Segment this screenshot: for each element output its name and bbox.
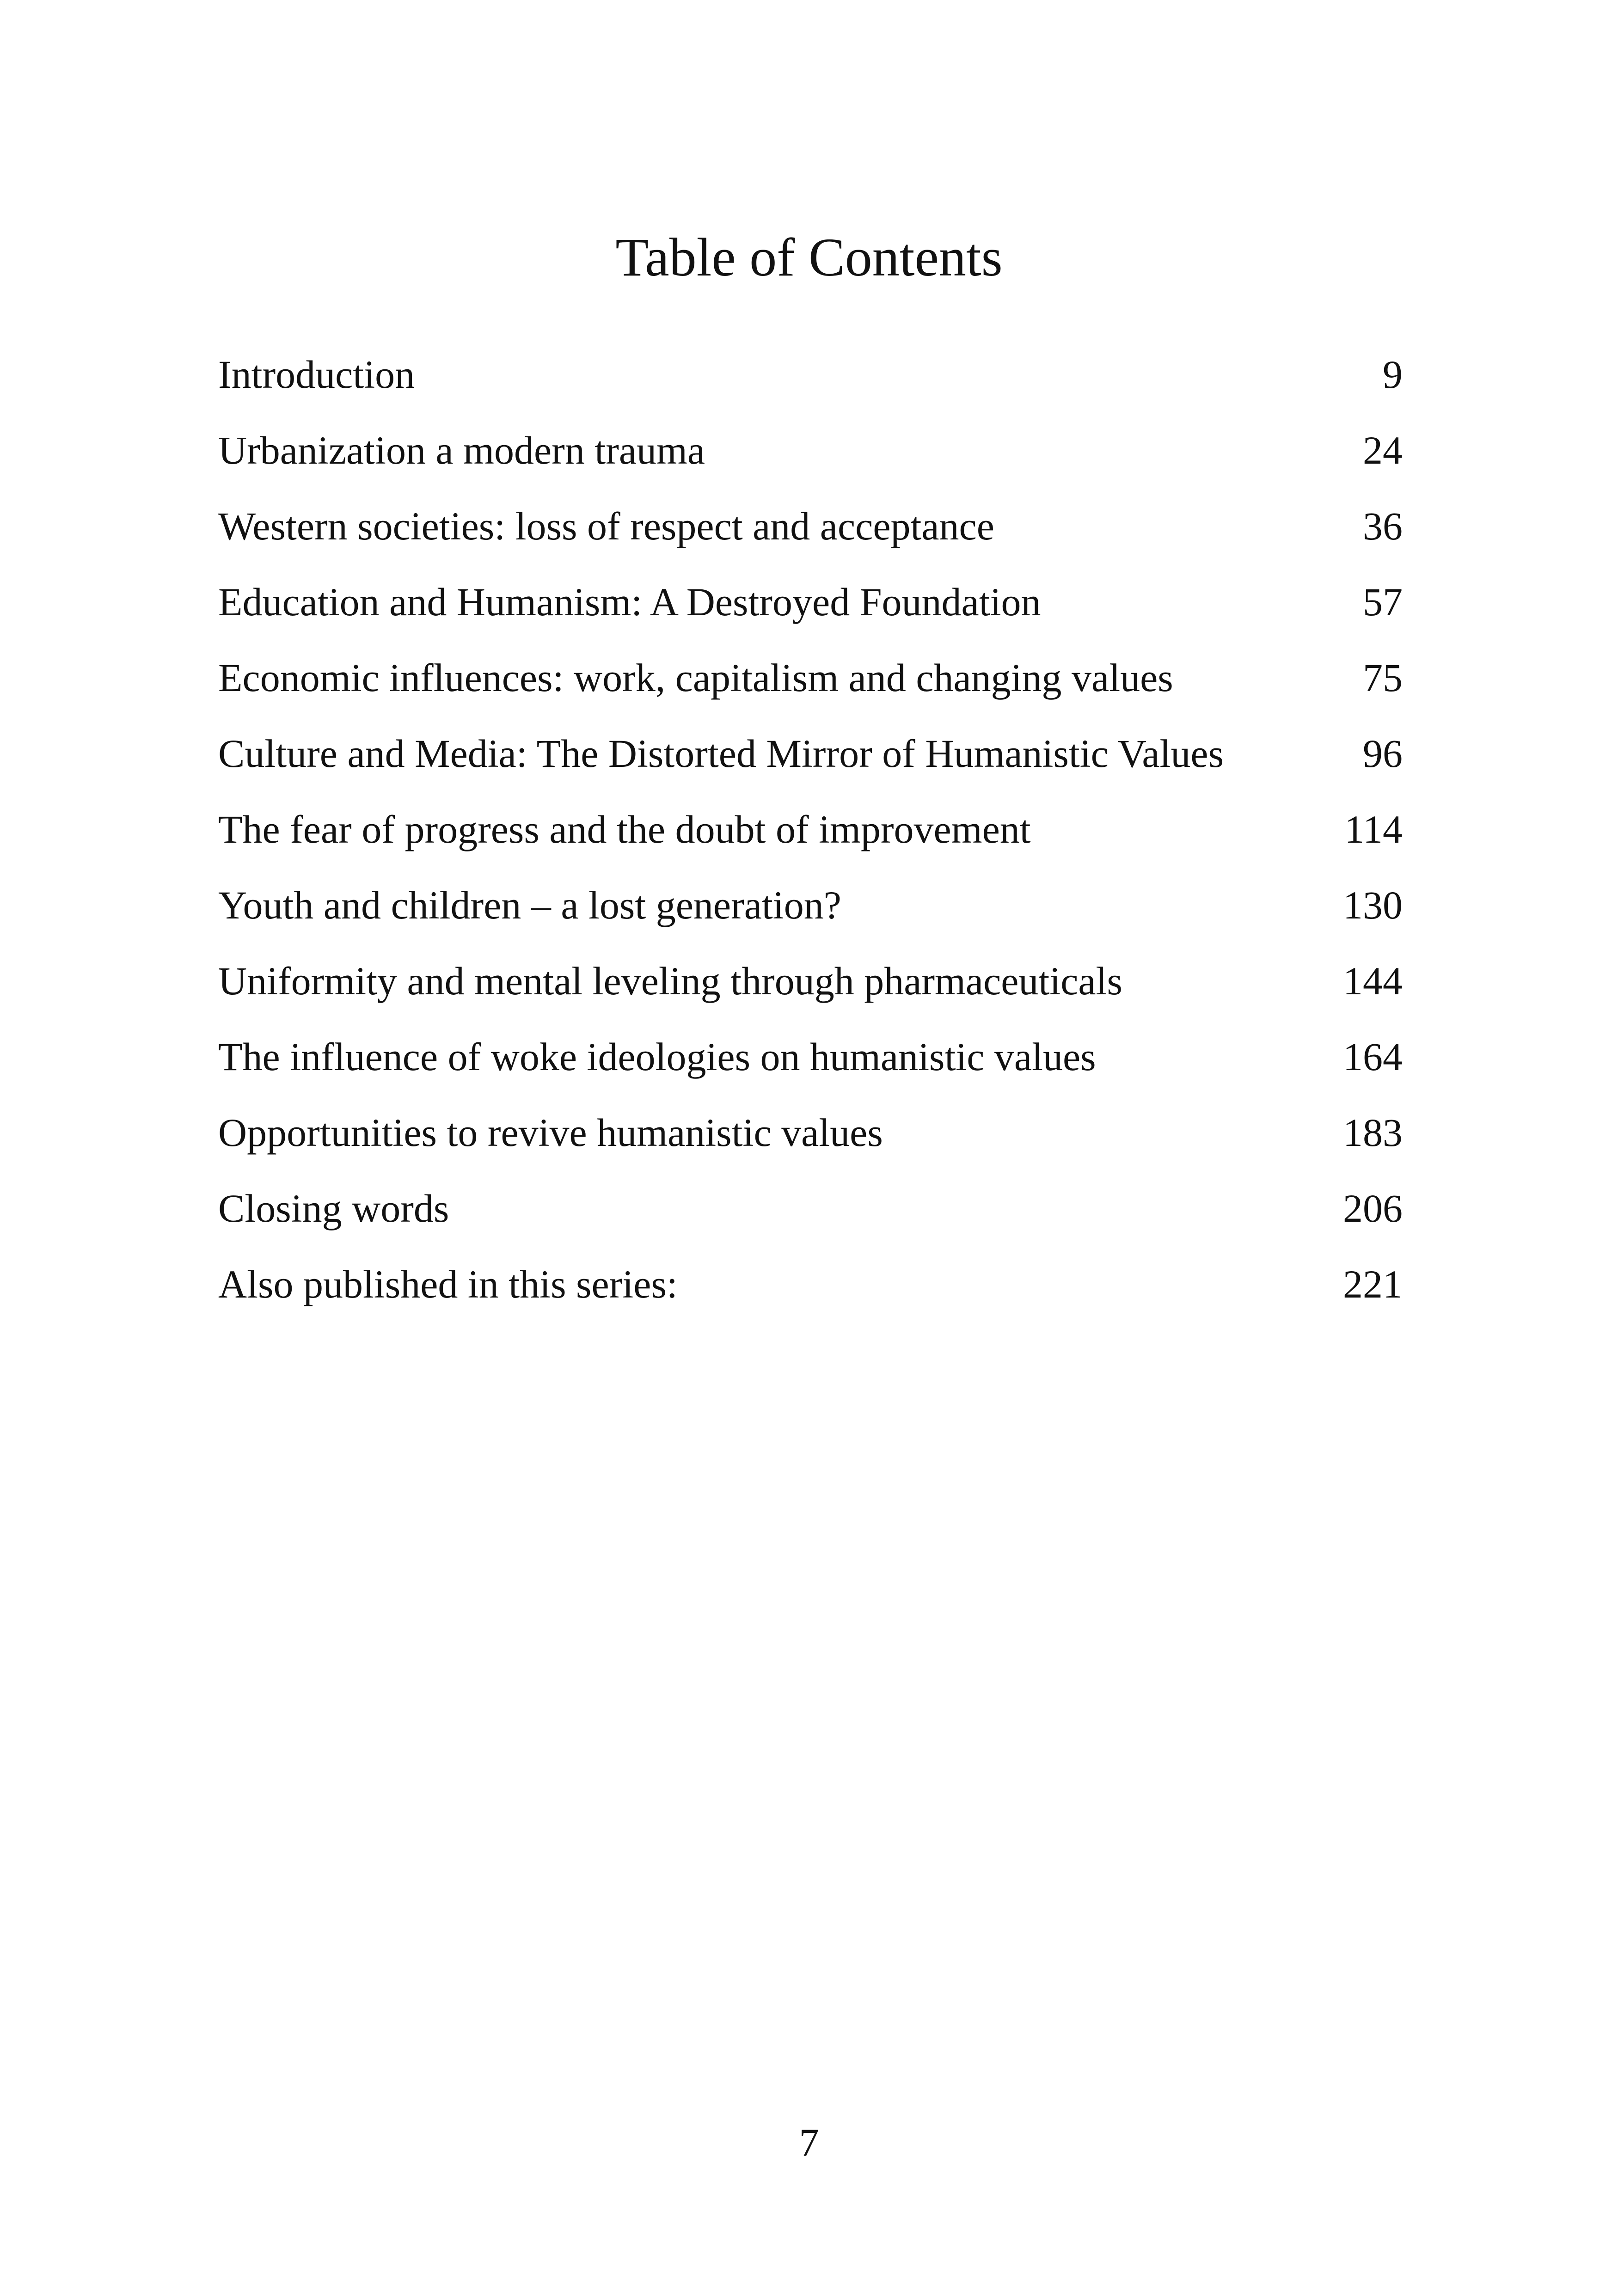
toc-entry	[218, 340, 1403, 416]
toc-entry-page: 24	[1363, 428, 1403, 472]
toc-entry-title: Western societies: loss of respect and acceptance	[218, 504, 994, 548]
toc-entry-page: 96	[1363, 731, 1403, 776]
toc-entry-title: Education and Humanism: A Destroyed Foundation	[218, 580, 1041, 624]
toc-entry-page: 36	[1363, 504, 1403, 548]
toc-entry	[218, 1249, 1403, 1325]
toc-entry	[218, 1174, 1403, 1249]
toc-heading: Table of Contents	[615, 227, 1003, 288]
toc-entry-title: The influence of woke ideologies on humanistic values	[218, 1035, 1096, 1079]
toc-entry-page: 9	[1383, 352, 1403, 397]
toc-entry-page: 206	[1343, 1186, 1403, 1231]
toc-entry-title: Also published in this series:	[218, 1262, 678, 1306]
toc-entry-title: Youth and children – a lost generation?	[218, 883, 841, 927]
toc-entry	[218, 567, 1403, 643]
toc-entry-title: Uniformity and mental leveling through pharmaceuticals	[218, 959, 1122, 1003]
toc-entry-page: 130	[1343, 883, 1403, 927]
toc-entry	[218, 1022, 1403, 1098]
toc-entry-title: The fear of progress and the doubt of improvement	[218, 807, 1031, 851]
toc-entry-title: Introduction	[218, 352, 415, 397]
toc-entry-page: 57	[1363, 580, 1403, 624]
toc-entry-page: 221	[1343, 1262, 1403, 1306]
toc-entry-title: Urbanization a modern trauma	[218, 428, 705, 472]
toc-entry-page: 75	[1363, 655, 1403, 700]
toc-entry	[218, 416, 1403, 491]
toc-entry	[218, 1098, 1403, 1174]
toc-entry-page: 183	[1343, 1110, 1403, 1155]
toc-entry-title: Culture and Media: The Distorted Mirror of Humanistic Values	[218, 731, 1224, 776]
toc-entry-page: 164	[1343, 1035, 1403, 1079]
toc-entry	[218, 870, 1403, 946]
toc-entry	[218, 719, 1403, 795]
toc-entry	[218, 643, 1403, 719]
toc-entry-page: 114	[1344, 807, 1403, 851]
toc-entry-page: 144	[1343, 959, 1403, 1003]
toc-entry-title: Opportunities to revive humanistic values	[218, 1110, 883, 1155]
page-number: 7	[799, 2120, 819, 2165]
toc-entry-title: Closing words	[218, 1186, 449, 1231]
toc-entry-title: Economic influences: work, capitalism and changing values	[218, 655, 1173, 700]
toc-entry	[218, 795, 1403, 870]
toc-list	[218, 340, 1403, 1325]
toc-entry	[218, 491, 1403, 567]
toc-entry	[218, 946, 1403, 1022]
